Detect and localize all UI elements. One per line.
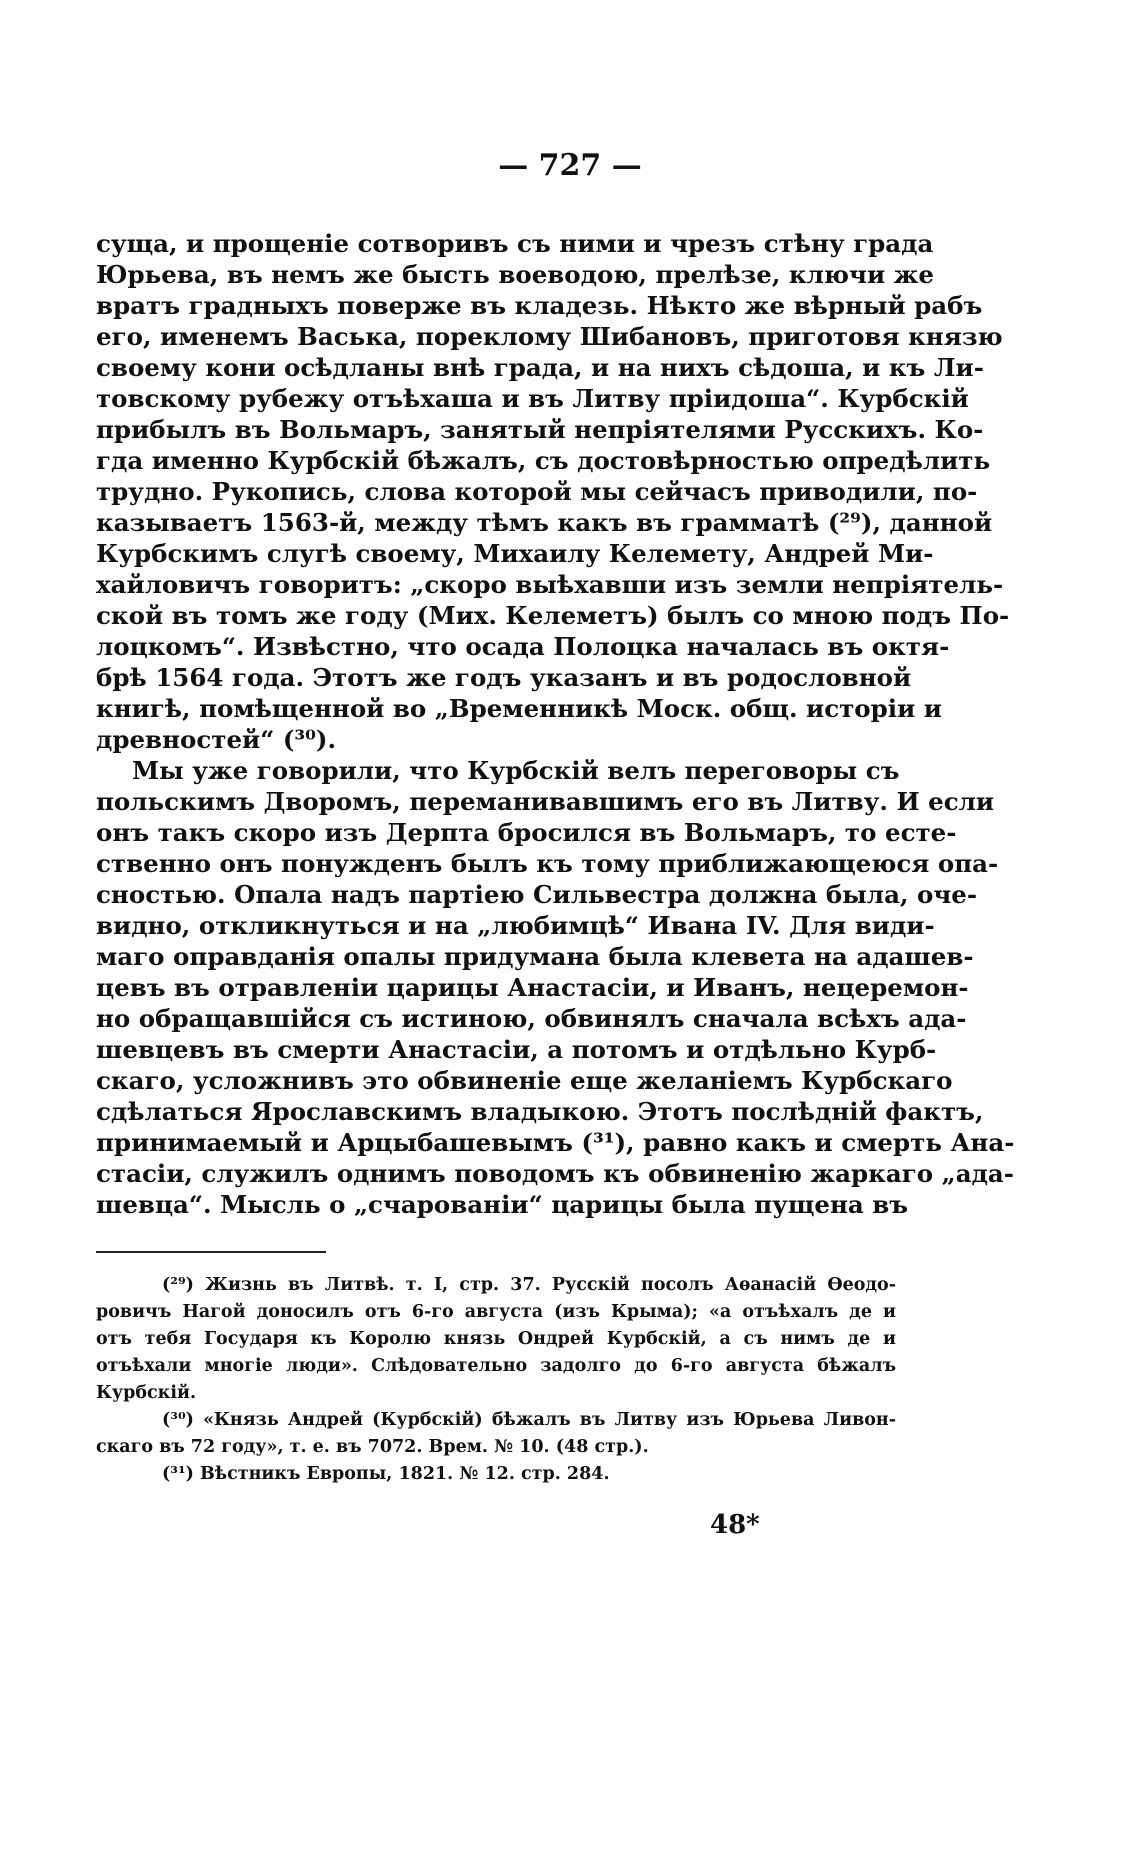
body-line: ской въ томъ же году (Мих. Келеметъ) былъ со мною подъ По- xyxy=(96,601,1010,630)
body-line: лоцкомъ“. Извѣстно, что осада Полоцка началась въ октя- xyxy=(96,632,950,661)
body-line: сдѣлаться Ярославскимъ владыкою. Этотъ послѣдній фактъ, xyxy=(96,1097,984,1126)
footnote-line: скаго въ 72 году», т. е. въ 7072. Врем. № 10. (48 стр.). xyxy=(96,1437,649,1457)
body-line: его, именемъ Васька, пореклому Шибановъ, приготовя князю xyxy=(96,322,1003,351)
body-line: Курбскимъ слугѣ своему, Михаилу Келемету, Андрей Ми- xyxy=(96,539,934,568)
body-line: цевъ въ отравленіи царицы Анастасіи, и Иванъ, нецеремон- xyxy=(96,973,969,1002)
body-text xyxy=(96,228,1015,1220)
footnote-line: ровичъ Нагой доносилъ отъ 6-го августа (изъ Крыма); «а отъѣхалъ де и xyxy=(96,1302,896,1322)
body-line: брѣ 1564 года. Этотъ же годъ указанъ и въ родословной xyxy=(96,663,912,692)
body-line: онъ такъ скоро изъ Дерпта бросился въ Вольмаръ, то есте- xyxy=(96,818,957,847)
body-line: товскому рубежу отъѣхаша и въ Литву пріидоша“. Курбскій xyxy=(96,384,969,413)
body-line: скаго, усложнивъ это обвиненіе еще желаніемъ Курбскаго xyxy=(96,1066,953,1095)
body-line: польскимъ Дворомъ, переманивавшимъ его въ Литву. И если xyxy=(96,787,995,816)
body-line: книгѣ, помѣщенной во „Временникѣ Моск. общ. исторіи и xyxy=(96,694,942,723)
body-line: Юрьева, въ немъ же бысть воеводою, прелѣзе, ключи же xyxy=(96,260,934,289)
body-line: древностей“ (³⁰). xyxy=(96,725,336,754)
body-line: сностью. Опала надъ партіею Сильвестра должна была, оче- xyxy=(96,880,978,909)
body-line: вратъ градныхъ поверже въ кладезь. Нѣкто же вѣрный рабъ xyxy=(96,291,983,320)
body-line: трудно. Рукопись, слова которой мы сейчасъ приводили, по- xyxy=(96,477,978,506)
footnote-line: (³⁰) «Князь Андрей (Курбскій) бѣжалъ въ Литву изъ Юрьева Ливон- xyxy=(162,1410,896,1430)
footnote-divider xyxy=(96,1251,326,1253)
footnotes xyxy=(96,1272,896,1488)
body-line: ственно онъ понужденъ былъ къ тому приближающеюся опа- xyxy=(96,849,999,878)
body-line: суща, и прощеніе сотворивъ съ ними и чрезъ стѣну града xyxy=(96,229,934,258)
page-number: — 727 — xyxy=(498,148,642,183)
body-line: шевцевъ въ смерти Анастасіи, а потомъ и отдѣльно Курб- xyxy=(96,1035,937,1064)
body-line: но обращавшійся съ истиною, обвинялъ сначала всѣхъ ада- xyxy=(96,1004,967,1033)
footnote-line: (³¹) Вѣстникъ Европы, 1821. № 12. стр. 284. xyxy=(162,1464,610,1484)
body-line: гда именно Курбскій бѣжалъ, съ достовѣрностью опредѣлить xyxy=(96,446,991,475)
body-line: прибылъ въ Вольмаръ, занятый непріятелями Русскихъ. Ко- xyxy=(96,415,984,444)
body-line: хайловичъ говоритъ: „скоро выѣхавши изъ земли непріятель- xyxy=(96,570,1004,599)
body-line: шевца“. Мысль о „счарованіи“ царицы была пущена въ xyxy=(96,1190,909,1219)
body-line: Мы уже говорили, что Курбскій велъ переговоры съ xyxy=(132,756,900,785)
body-line: маго оправданія опалы придумана была клевета на адашев- xyxy=(96,942,974,971)
body-line: стасіи, служилъ однимъ поводомъ къ обвиненію жаркаго „ада- xyxy=(96,1159,1014,1188)
footnote-line: (²⁹) Жизнь въ Литвѣ. т. I, стр. 37. Русскій посолъ Аѳанасій Ѳеодо- xyxy=(162,1275,896,1295)
body-line: видно, откликнуться и на „любимцѣ“ Ивана IV. Для види- xyxy=(96,911,935,940)
signature-mark: 48* xyxy=(710,1510,760,1540)
footnote-line: Курбскій. xyxy=(96,1383,197,1403)
body-line: своему кони осѣдланы внѣ града, и на нихъ сѣдоша, и къ Ли- xyxy=(96,353,984,382)
body-line: казываетъ 1563-й, между тѣмъ какъ въ грамматѣ (²⁹), данной xyxy=(96,508,993,537)
body-line: принимаемый и Арцыбашевымъ (³¹), равно какъ и смерть Ана- xyxy=(96,1128,1015,1157)
footnote-line: отъ тебя Государя къ Королю князь Ондрей Курбскій, а съ нимъ де и xyxy=(96,1329,896,1349)
footnote-line: отъѣхали многіе люди». Слѣдовательно задолго до 6-го августа бѣжалъ xyxy=(96,1356,896,1376)
